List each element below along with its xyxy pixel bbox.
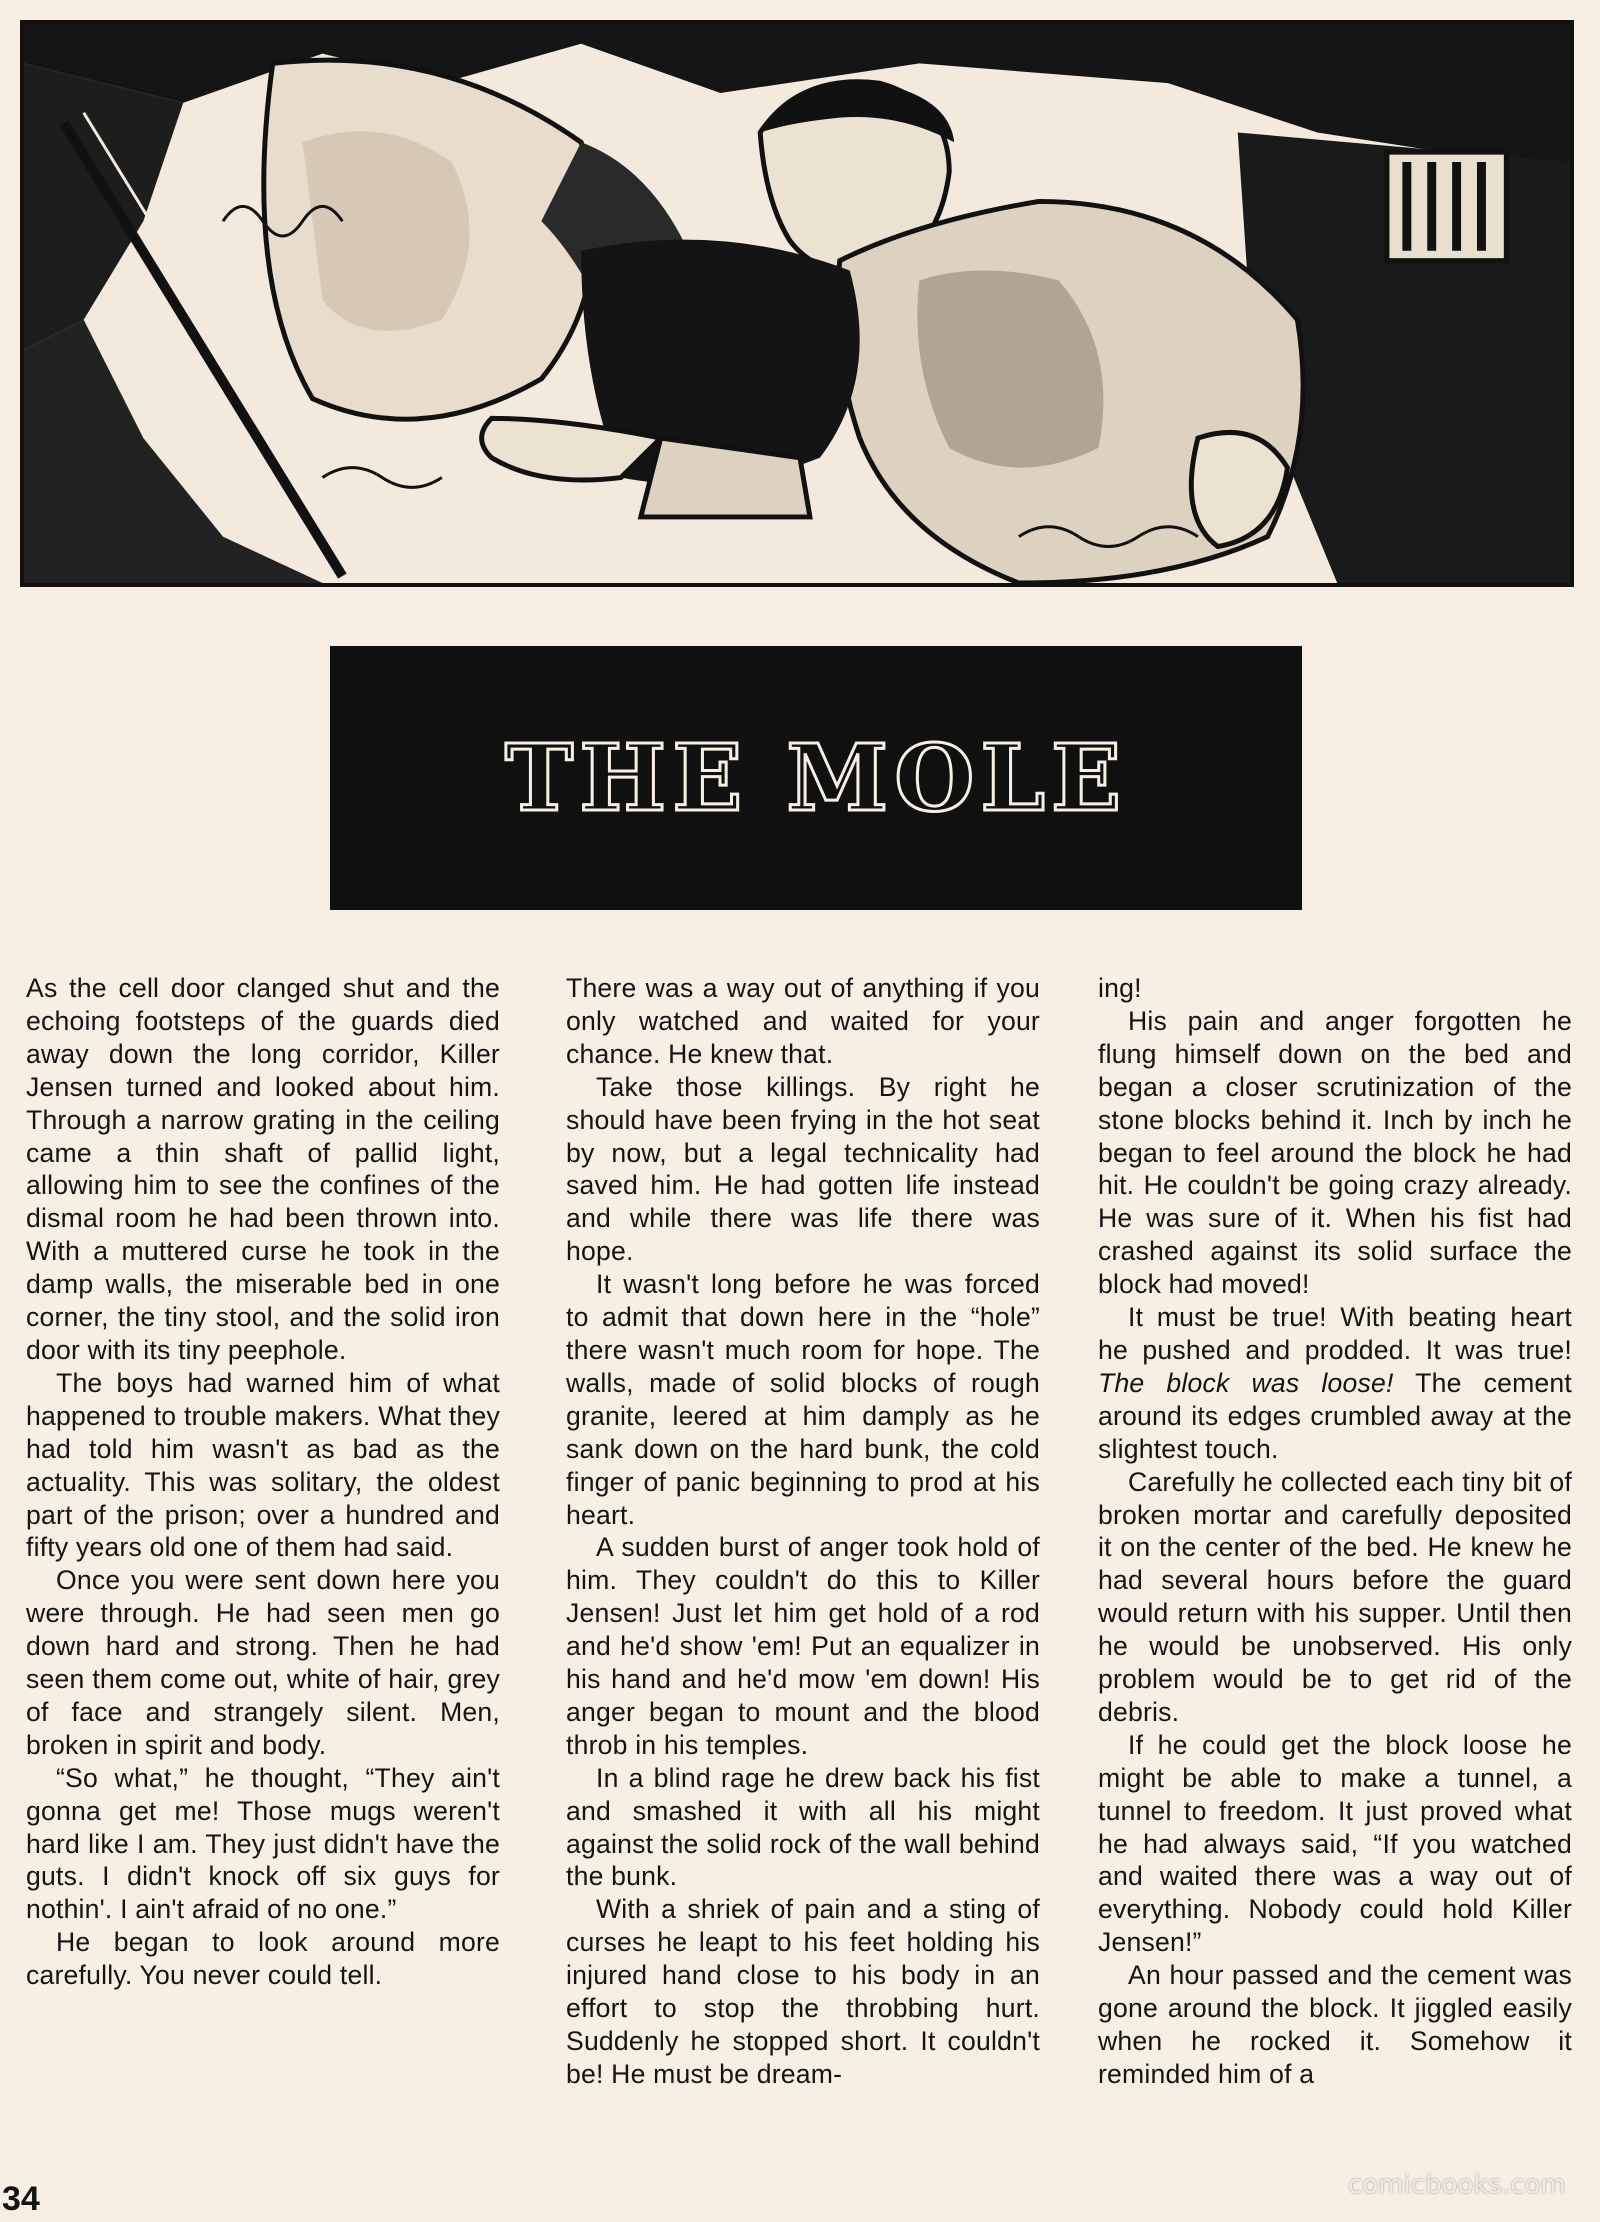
paragraph: Take those killings. By right he should have been frying in the hot seat by now, but a legal technicality had saved him. He had gotten life instead and while there was life there was hope.	[566, 1071, 1040, 1267]
paragraph: Once you were sent down here you were through. He had seen men go down hard and strong. Then he had seen them come out, white of hair, grey of face and strangely silent. Men, broken in spirit and body.	[26, 1565, 500, 1760]
paragraph: His pain and anger forgotten he flung himself down on the bed and began a closer scrutinization of the stone blocks behind it. Inch by inch he began to feel around the block he had hit. He couldn't be going crazy already. He was sure of it. When his fist had crashed against its solid surface the block had moved!	[1098, 1005, 1572, 1300]
paragraph	[1098, 1301, 1572, 1466]
paragraph: ing!	[1098, 973, 1142, 1003]
text-column-2	[566, 972, 1040, 2091]
paragraph: It wasn't long before he was forced to admit that down here in the “hole” there wasn't much room for hope. The walls, made of solid blocks of rough granite, leered at him damply as he sank down on the hard bunk, the cold finger of panic beginning to prod at his heart.	[566, 1269, 1040, 1530]
page-number: 34	[2, 2180, 40, 2218]
text-column-1	[26, 972, 500, 1992]
paragraph: He began to look around more carefully. You never could tell.	[26, 1927, 500, 1991]
paragraph: In a blind rage he drew back his fist and smashed it with all his might against the solid rock of the wall behind the bunk.	[566, 1762, 1040, 1892]
paragraph-text: It must be true! With beating heart he pushed and prodded. It was true!	[1098, 1302, 1572, 1365]
paragraph: With a shriek of pain and a sting of curses he leapt to his feet holding his injured hand close to his body in an effort to stop the throbbing hurt. Suddenly he stopped short. It couldn't be! He must be dream-	[566, 1894, 1040, 2089]
paragraph: Carefully he collected each tiny bit of broken mortar and carefully deposited it on the center of the bed. He knew he had several hours before the guard would return with his supper. Until then he would be unobserved. His only problem would be to get rid of the debris.	[1098, 1466, 1572, 1727]
story-title: THE MOLE	[504, 724, 1128, 832]
paragraph: An hour passed and the cement was gone around the block. It jiggled easily when he rocked it. Somehow it reminded him of a	[1098, 1960, 1572, 2089]
paragraph-text: The cement around its edges crumbled away at the slightest touch.	[1098, 1367, 1572, 1464]
italic-emphasis: The block was loose!	[1098, 1367, 1394, 1398]
paragraph: A sudden burst of anger took hold of him. They couldn't do this to Killer Jensen! Just let him get hold of a rod and he'd show 'em! Put an equalizer in his hand and he'd mow 'em down! His anger began to mount and the blood throb in his temples.	[566, 1532, 1040, 1760]
paragraph: If he could get the block loose he might be able to make a tunnel, a tunnel to freedom. It just proved what he had always said, “If you watched and waited there was a way out of everything. Nobody could hold Killer Jensen!”	[1098, 1729, 1572, 1958]
paragraph: The boys had warned him of what happened to trouble makers. What they had told him wasn't as bad as the actuality. This was solitary, the oldest part of the prison; over a hundred and fifty years old one of them had said.	[26, 1367, 500, 1563]
title-banner	[330, 646, 1302, 910]
text-column-3	[1098, 972, 1572, 2091]
story-illustration	[20, 20, 1574, 587]
prisoner-illustration	[24, 24, 1570, 583]
watermark: comicbooks.com	[1348, 2170, 1566, 2200]
paragraph: As the cell door clanged shut and the echoing footsteps of the guards died away down the long corridor, Killer Jensen turned and looked about him. Through a narrow grating in the ceiling came a thin shaft of pallid light, allowing him to see the confines of the dismal room he had been thrown into. With a muttered curse he took in the damp walls, the miserable bed in one corner, the tiny stool, and the solid iron door with its tiny peephole.	[26, 973, 500, 1365]
paragraph: “So what,” he thought, “They ain't gonna get me! Those mugs weren't hard like I am. They just didn't have the guts. I didn't knock off six guys for nothin'. I ain't afraid of no one.”	[26, 1762, 500, 1925]
paragraph: There was a way out of anything if you only watched and waited for your chance. He knew that.	[566, 973, 1040, 1069]
